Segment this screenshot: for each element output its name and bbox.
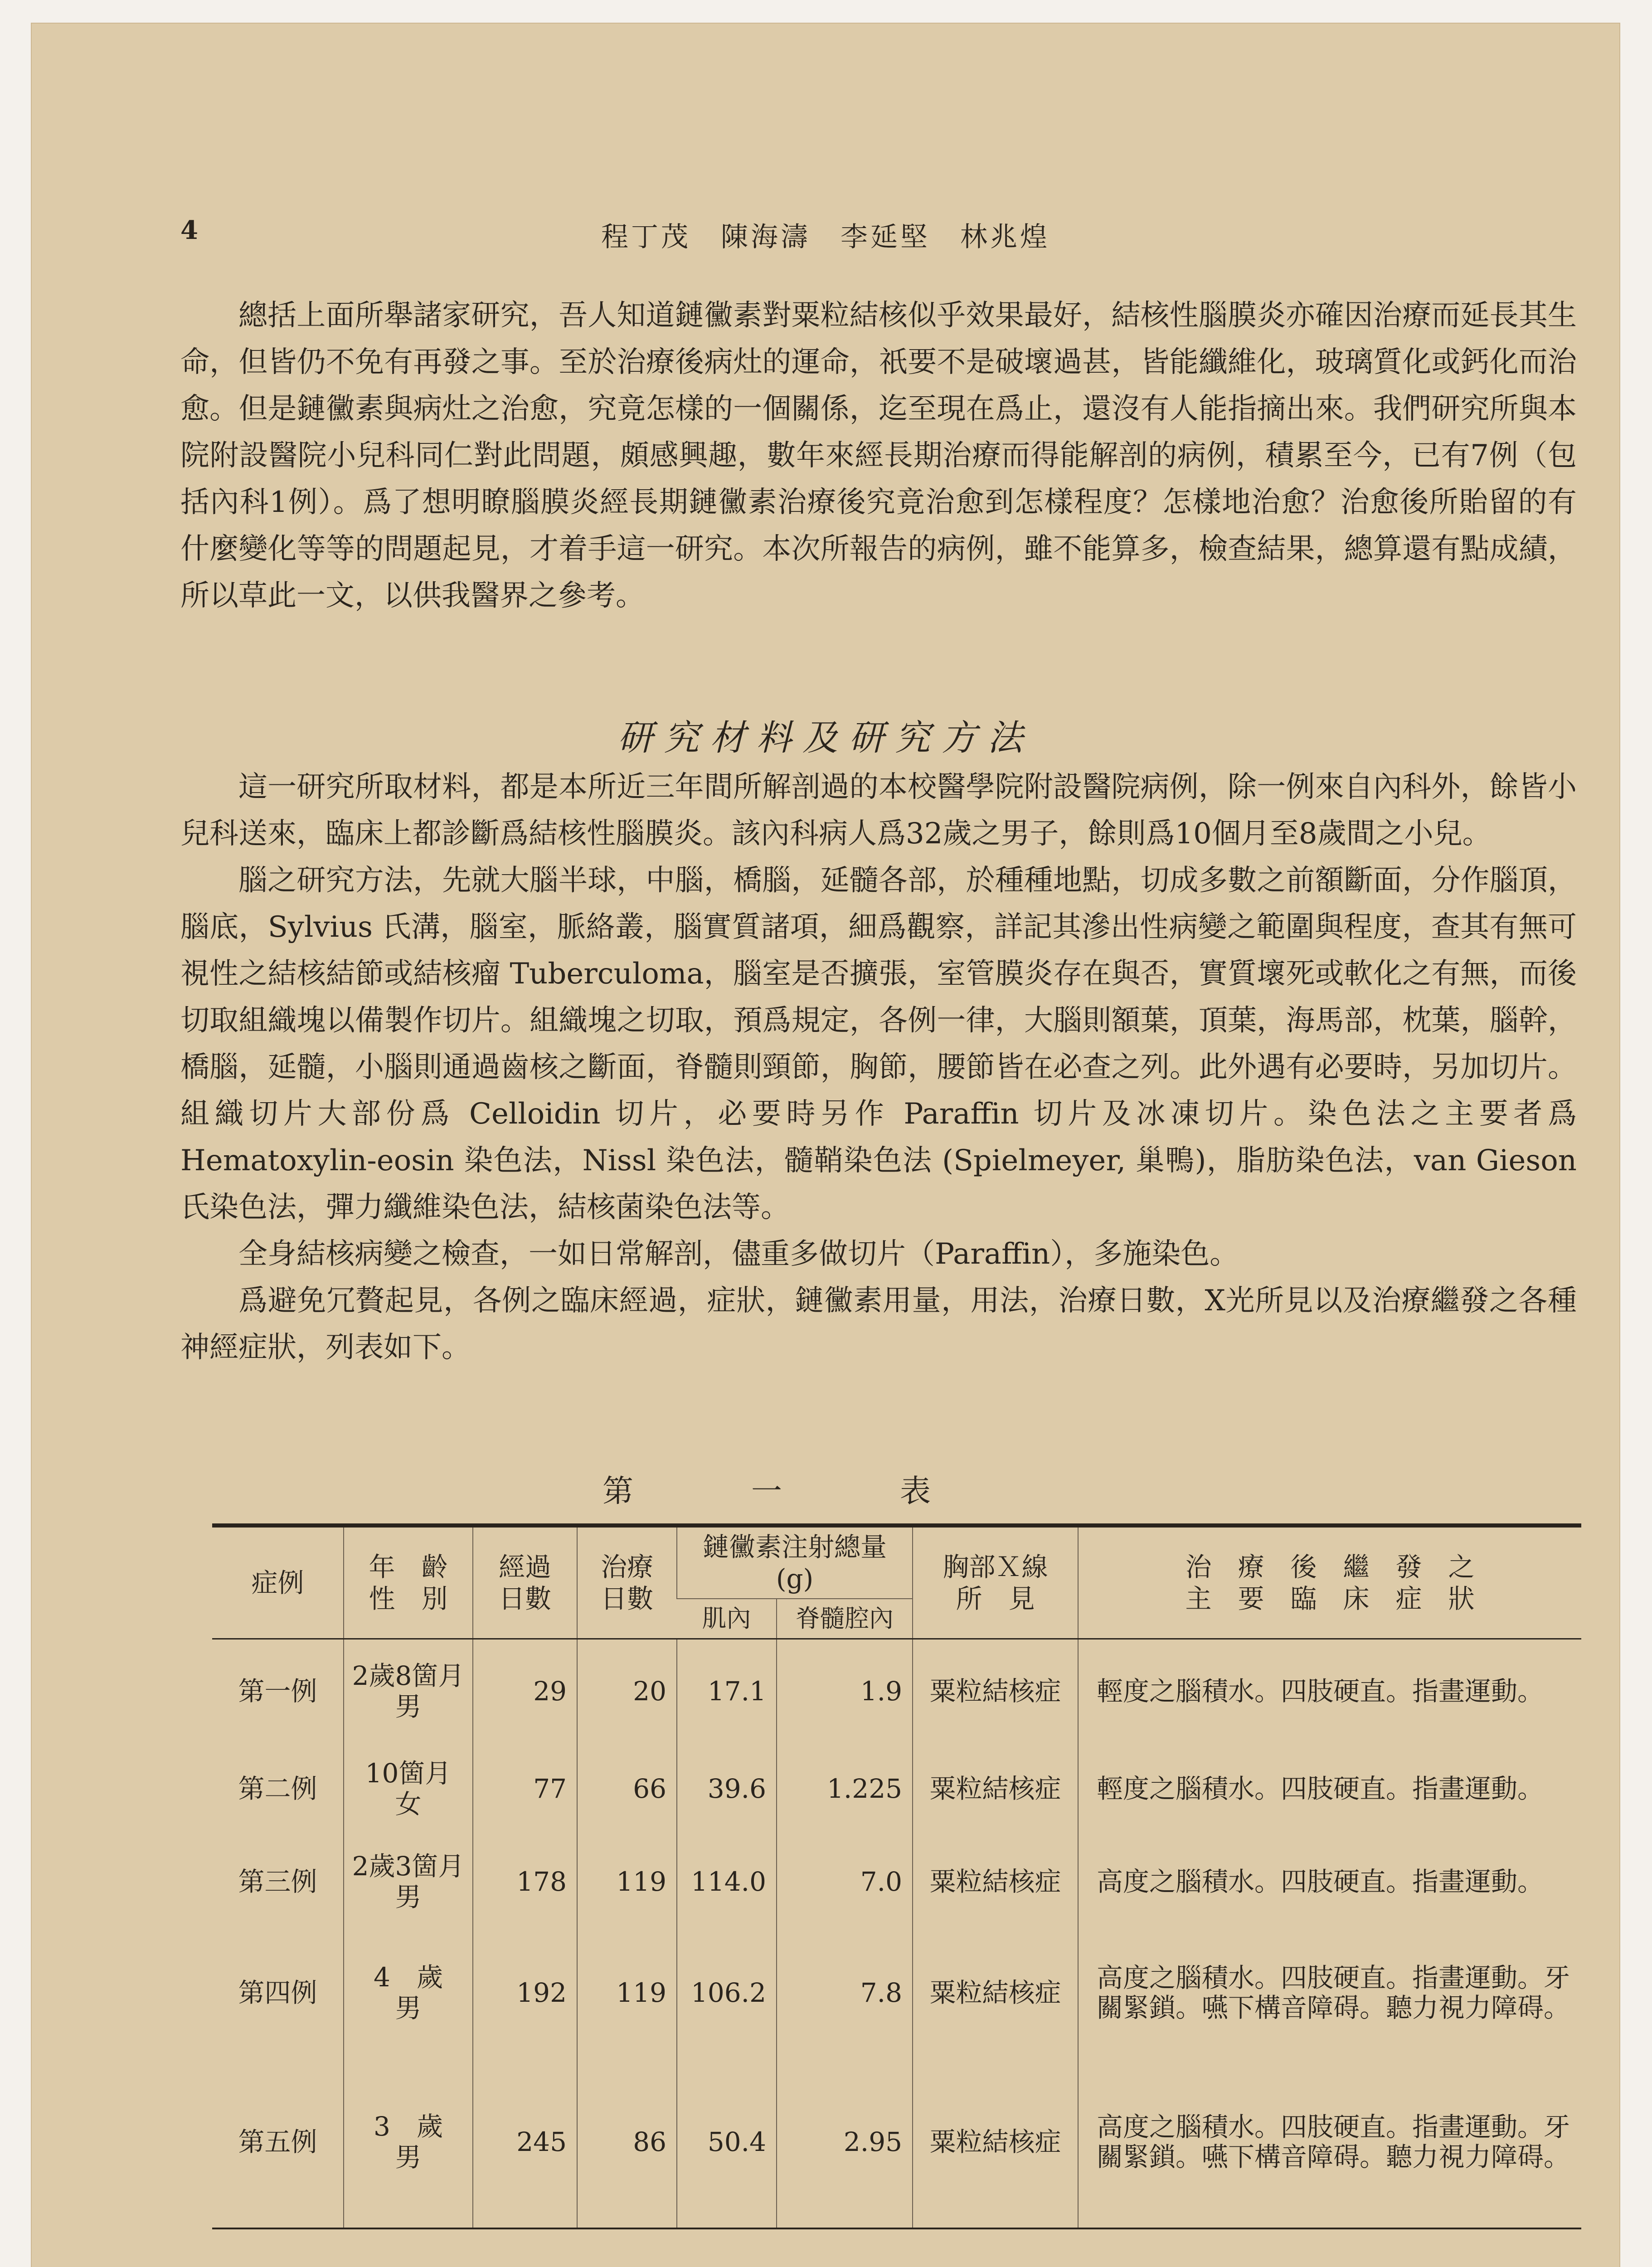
cell-treatment-days: 119 — [577, 1929, 677, 2056]
page-sheet — [31, 23, 1620, 2267]
methods-text — [180, 764, 1577, 1371]
table-row — [212, 2056, 1581, 2228]
header-line: 治療 — [600, 1552, 653, 1582]
cell-symptoms: 高度之腦積水。四肢硬直。指畫運動。 — [1078, 1834, 1581, 1929]
cell-age-sex — [344, 1639, 473, 1743]
cell-treatment-days: 119 — [577, 1834, 677, 1929]
paragraph: 爲避免冗贅起見，各例之臨床經過，症狀，鏈黴素用量，用法，治療日數，X光所見以及治療繼發之各種神經症狀，列表如下。 — [180, 1284, 1577, 1364]
table-row — [212, 1834, 1581, 1929]
cell-symptoms: 高度之腦積水。四肢硬直。指畫運動。牙關緊鎖。嚥下構音障碍。聽力視力障碍。 — [1078, 1929, 1581, 2056]
cell-sex: 男 — [395, 1881, 422, 1912]
col-header-treatment — [577, 1526, 677, 1639]
cell-xray: 粟粒結核症 — [913, 2056, 1078, 2228]
col-header-symptoms — [1078, 1526, 1581, 1639]
cell-symptoms: 高度之腦積水。四肢硬直。指畫運動。牙關緊鎖。嚥下構音障碍。聽力視力障碍。 — [1078, 2056, 1581, 2228]
col-header-age-sex — [344, 1526, 473, 1639]
cell-xray: 粟粒結核症 — [913, 1929, 1078, 2056]
header-line: 胸部Ｘ線 — [943, 1552, 1048, 1582]
table-row — [212, 1743, 1581, 1834]
cell-xray: 粟粒結核症 — [913, 1639, 1078, 1743]
col-header-elapsed — [473, 1526, 577, 1639]
cell-age: 10箇月 — [365, 1757, 452, 1789]
cell-elapsed-days: 178 — [473, 1834, 577, 1929]
cell-sex: 男 — [395, 1992, 422, 2024]
cell-elapsed-days: 77 — [473, 1743, 577, 1834]
col-header-xray — [913, 1526, 1078, 1639]
cell-age-sex — [344, 1834, 473, 1929]
cell-treatment-days: 66 — [577, 1743, 677, 1834]
header-line: 日數 — [498, 1583, 551, 1614]
authors: 程丁茂 陳海濤 李延堅 林兆煌 — [601, 221, 1050, 253]
cell-age: 4 歲 — [374, 1961, 443, 1993]
cell-intrathecal: 1.225 — [777, 1743, 913, 1834]
cell-intrathecal: 1.9 — [777, 1639, 913, 1743]
cell-age-sex — [344, 1743, 473, 1834]
cell-case: 第四例 — [238, 1977, 317, 2008]
cell-intrathecal: 2.95 — [777, 2056, 913, 2228]
cell-case: 第二例 — [238, 1773, 317, 1804]
cell-elapsed-days: 192 — [473, 1929, 577, 2056]
cell-elapsed-days: 29 — [473, 1639, 577, 1743]
cell-treatment-days: 20 — [577, 1639, 677, 1743]
running-header — [31, 215, 1620, 256]
cell-age-sex — [344, 2056, 473, 2228]
page-number: 4 — [180, 215, 198, 245]
cell-age-sex — [344, 1929, 473, 2056]
intro-text — [180, 292, 1577, 619]
table-title: 第一表 — [602, 1474, 1049, 1509]
header-line: (g) — [776, 1563, 814, 1594]
cell-age: 2歲8箇月 — [352, 1660, 465, 1692]
section-title: 研究材料及研究方法 — [617, 718, 1034, 759]
case-table — [212, 1523, 1581, 2229]
cell-sex: 男 — [395, 2141, 422, 2173]
cell-age: 2歲3箇月 — [352, 1850, 465, 1882]
col-header-case: 症例 — [212, 1526, 344, 1639]
cell-intramuscular: 106.2 — [677, 1929, 777, 2056]
table-row — [212, 1639, 1581, 1743]
paragraph: 腦之研究方法，先就大腦半球，中腦，橋腦，延髓各部，於種種地點，切成多數之前額斷面，分作腦頂，腦底，Sylvius 氏溝，腦室，脈絡叢，腦實質諸項，細爲觀察，詳記其滲出性病變之範圍與程度，查其有無可視性之結核結節或結核瘤 Tuberculoma，腦室是否擴張，室管膜炎存在與否，實質壞死或軟化之有無，而後切取組織塊以備製作切片。組織塊之切取，預爲規定，各例一律，大腦則額葉，頂葉，海馬部，枕葉，腦幹，橋腦，延髓，小腦則通過齒核之斷面，脊髓則頸節，胸節，腰節皆在必查之列。此外遇有必要時，另加切片。組織切片大部份爲 Celloidin 切片，必要時另作 Paraffin 切片及冰凍切片。染色法之主要者爲 Hematoxylin-eosin 染色法，Nissl 染色法，髓鞘染色法 (Spielmeyer, 巢鴨)，脂肪染色法，van Gieson 氏染色法，彈力纖維染色法，結核菌染色法等。 — [180, 864, 1577, 1224]
cell-sex: 男 — [395, 1691, 422, 1722]
col-header-intramuscular: 肌內 — [677, 1599, 777, 1639]
paragraph: 總括上面所舉諸家研究，吾人知道鏈黴素對粟粒結核似乎效果最好，結核性腦膜炎亦確因治療而延長其生命，但皆仍不免有再發之事。至於治療後病灶的運命，祇要不是破壞過甚，皆能纖維化，玻璃質化或鈣化而治愈。但是鏈黴素與病灶之治愈，究竟怎樣的一個關係，迄至現在爲止，還沒有人能指摘出來。我們研究所與本院附設醫院小兒科同仁對此問題，頗感興趣，數年來經長期治療而得能解剖的病例，積累至今，已有7例（包括內科1例）。爲了想明瞭腦膜炎經長期鏈黴素治療後究竟治愈到怎樣程度？怎樣地治愈？治愈後所貽留的有什麼變化等等的問題起見，才着手這一研究。本次所報告的病例，雖不能算多，檢查結果，總算還有點成績，所以草此一文，以供我醫界之參考。 — [180, 299, 1577, 613]
paragraph: 這一研究所取材料，都是本所近三年間所解剖過的本校醫學院附設醫院病例，除一例來自內科外，餘皆小兒科送來，臨床上都診斷爲結核性腦膜炎。該內科病人爲32歲之男子，餘則爲10個月至8歲間之小兒。 — [180, 770, 1577, 851]
cell-case: 第三例 — [238, 1866, 317, 1897]
header-line: 主 要 臨 床 症 狀 — [1185, 1583, 1475, 1614]
col-header-intrathecal: 脊髓腔內 — [777, 1599, 913, 1639]
cell-age: 3 歲 — [374, 2111, 443, 2142]
cell-intramuscular: 17.1 — [677, 1639, 777, 1743]
header-line: 年 齡 — [369, 1552, 448, 1582]
cell-xray: 粟粒結核症 — [913, 1743, 1078, 1834]
cell-symptoms: 輕度之腦積水。四肢硬直。指畫運動。 — [1078, 1743, 1581, 1834]
paragraph: 全身結核病變之檢查，一如日常解剖，儘重多做切片（Paraffin），多施染色。 — [238, 1237, 1239, 1271]
cell-xray: 粟粒結核症 — [913, 1834, 1078, 1929]
header-line: 經過 — [498, 1552, 551, 1582]
header-line: 鏈黴素注射總量 — [703, 1532, 887, 1562]
cell-symptoms: 輕度之腦積水。四肢硬直。指畫運動。 — [1078, 1639, 1581, 1743]
header-line: 治 療 後 繼 發 之 — [1185, 1552, 1475, 1582]
table-row — [212, 1929, 1581, 2056]
cell-sex: 女 — [395, 1788, 422, 1819]
cell-case: 第五例 — [212, 2056, 344, 2228]
cell-elapsed-days: 245 — [473, 2056, 577, 2228]
header-line: 性 別 — [369, 1583, 448, 1614]
cell-treatment-days: 86 — [577, 2056, 677, 2228]
cell-intramuscular: 50.4 — [677, 2056, 777, 2228]
cell-case: 第一例 — [238, 1676, 317, 1707]
header-line: 日數 — [600, 1583, 653, 1614]
col-header-streptomycin — [677, 1526, 913, 1599]
header-line: 所 見 — [956, 1583, 1035, 1614]
cell-intrathecal: 7.8 — [777, 1929, 913, 2056]
cell-intramuscular: 39.6 — [677, 1743, 777, 1834]
cell-intramuscular: 114.0 — [677, 1834, 777, 1929]
cell-intrathecal: 7.0 — [777, 1834, 913, 1929]
